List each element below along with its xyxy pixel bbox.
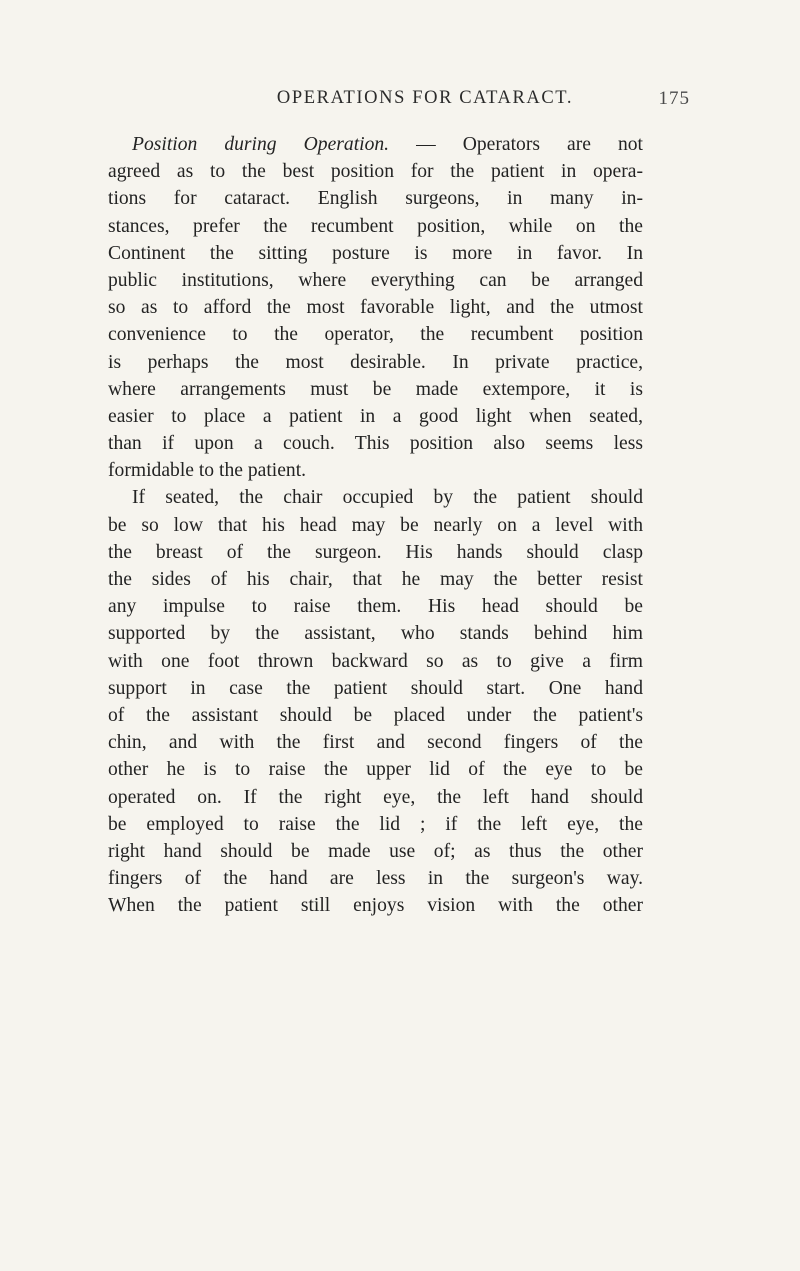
text-line-26: be employed to raise the lid ; if the left eye, the — [108, 813, 643, 835]
line-text-0: Operators are not — [462, 134, 643, 155]
text-line-16: the breast of the surgeon. His hands should clasp — [108, 541, 643, 563]
text-line-3: tions for cataract. English surgeons, in many in- — [108, 188, 643, 210]
text-line-9: is perhaps the most desirable. In private practice, — [108, 351, 643, 373]
text-line-6: public institutions, where everything can be arranged — [108, 269, 643, 291]
running-head — [160, 88, 690, 118]
text-line-20: with one foot thrown backward so as to give a firm — [108, 650, 643, 672]
text-line-27: right hand should be made use of; as thus the other — [108, 840, 643, 862]
text-line-7: so as to afford the most favorable light, and the utmost — [108, 297, 643, 319]
page-number: 175 — [658, 88, 690, 109]
section-heading: Position during Operation. — [132, 134, 390, 155]
text-line-29: When the patient still enjoys vision with the other — [108, 895, 643, 917]
running-title: OPERATIONS FOR CATARACT. — [276, 88, 574, 108]
text-line-5: Continent the sitting posture is more in favor. In — [108, 242, 643, 264]
heading-dash: — — [389, 134, 463, 155]
text-line-17: the sides of his chair, that he may the better resist — [108, 569, 643, 590]
text-line-28: fingers of the hand are less in the surgeon's way. — [108, 868, 643, 890]
text-line-18: any impulse to raise them. His head should be — [108, 596, 643, 618]
text-line-24: other he is to raise the upper lid of the eye to be — [108, 759, 643, 781]
text-line-10: where arrangements must be made extempore, it is — [108, 378, 643, 400]
text-line-15: be so low that his head may be nearly on a level with — [108, 514, 643, 536]
text-line-11: easier to place a patient in a good light when seated, — [108, 405, 643, 427]
text-line-14: If seated, the chair occupied by the patient should — [132, 487, 643, 509]
text-line-1 — [108, 131, 643, 158]
text-line-12: than if upon a couch. This position also seems less — [108, 433, 643, 455]
body-text — [108, 131, 643, 919]
text-line-23: chin, and with the first and second fingers of the — [108, 732, 643, 754]
text-line-8: convenience to the operator, the recumbent position — [108, 324, 643, 346]
text-line-2: agreed as to the best position for the patient in opera- — [108, 161, 643, 183]
text-line-4: stances, prefer the recumbent position, while on the — [108, 215, 643, 237]
text-line-21: support in case the patient should start. One hand — [108, 677, 643, 699]
text-line-13: formidable to the patient. — [108, 460, 307, 482]
text-line-25: operated on. If the right eye, the left hand should — [108, 786, 643, 808]
text-line-19: supported by the assistant, who stands behind him — [108, 623, 643, 645]
text-line-22: of the assistant should be placed under the patient's — [108, 704, 643, 726]
